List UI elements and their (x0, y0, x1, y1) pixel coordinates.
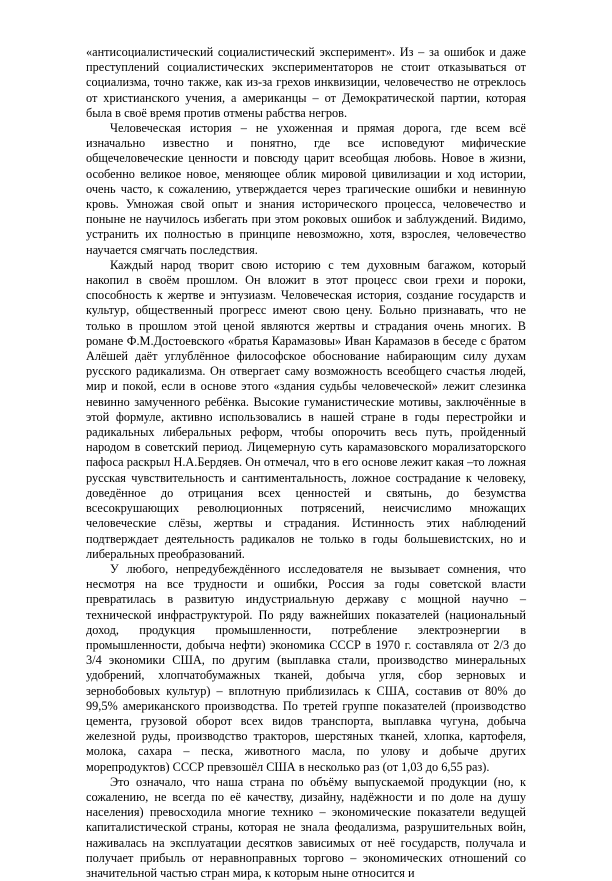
paragraph-3: Каждый народ творит свою историю с тем духовным багажом, который накопил в своём прошлом. Он вложит в этот процесс свои грехи и пороки, способность к жертве и энтузиазм. Человеческая история, создание государств и культур, общественный прогресс имеют свою цену. Больно признавать, что не только в прошлом этой ценой являются жертвы и страдания очень многих. В романе Ф.М.Достоевского «братья Карамазовы» Иван Карамазов в беседе с братом Алёшей даёт углублённое философское обоснование набирающим силу духам русского радикализма. Он отвергает саму возможность всеобщего счастья людей, мир и покой, если в основе этого «здания судьбы человеческой» лежит слезинка невинно замученного ребёнка. Высокие гуманистические мотивы, заключённые в этой формуле, активно использовались в нашей стране в годы перестройки и радикальных либеральных реформ, чтобы опорочить весь путь, пройденный народом в советский период. Лицемерную суть карамазовского морализаторского пафоса раскрыл Н.А.Бердяев. Он отмечал, что в его основе лежит какая –то ложная русская чувствительность и сантиментальность, ложное сострадание к человеку, доведённое до отрицания всех ценностей и святынь, до безумства всесокрушающих революционных потрясений, неисчислимо множащих человеческие слёзы, жертвы и страдания. Истинность этих наблюдений подтверждает деятельность радикалов не только в годы большевистских, но и либеральных преобразований. (86, 257, 526, 561)
paragraph-4: У любого, непредубеждённого исследователя не вызывает сомнения, что несмотря на все трудности и ошибки, Россия за годы советской власти превратилась в развитую индустриальную державу с мощной научно – технической инфраструктурой. По ряду важнейших показателей (национальный доход, продукция промышленности, потребление электроэнергии в промышленности, добыча нефти) экономика СССР в 1970 г. составляла от 2/3 до 3/4 экономики США, по другим (выплавка стали, производство минеральных удобрений, хлопчатобумажных тканей, добыча угля, сбор зерновых и зернобобовых культур) – вплотную приблизилась к США, составив от 80% до 99,5% американского производства. По третей группе показателей (производство цемента, грузовой оборот всех видов транспорта, выплавка чугуна, добыча железной руды, производство тракторов, шерстяных тканей, хлопка, картофеля, молока, сахара – песка, животного масла, по улову и добыче других морепродуктов) СССР превзошёл США в несколько раз (от 1,03 до 6,55 раз). (86, 561, 526, 774)
paragraph-5: Это означало, что наша страна по объёму выпускаемой продукции (но, к сожалению, не всегда по её качеству, дизайну, надёжности и по доле на душу населения) превосходила многие технико – экономические показатели ведущей капиталистической страны, которая не знала феодализма, разрушительных войн, наживалась на эксплуатации десятков зависимых от неё государств, получала и получает прибыль от неравноправных торгово – экономических отношений со значительной частью стран мира, к которым ныне относится и (86, 774, 526, 880)
paragraph-1: «антисоциалистический социалистический эксперимент». Из – за ошибок и даже преступлений социалистических экспериментаторов не стоит отказываться от социализма, точно также, как из-за грехов инквизиции, человечество не отреклось от христианского учения, а американцы – от Демократической партии, которая была в своё время против отмены рабства негров. (86, 45, 526, 120)
paragraph-2: Человеческая история – не ухоженная и прямая дорога, где всем всё изначально известно и понятно, где все исповедуют мифические общечеловеческие ценности и повсюду царит всеобщая любовь. Новое в жизни, особенно великое новое, меняющее облик мировой цивилизации и ход истории, очень часто, к сожалению, утверждается через трагические ошибки и невинную кровь. Умножая свой опыт и знания исторического процесса, человечество и поныне не научилось избегать при этом роковых ошибок и заблуждений. Видимо, устранить их полностью в принципе невозможно, хотя, взрослея, человечество научается смягчать последствия. (86, 121, 526, 257)
